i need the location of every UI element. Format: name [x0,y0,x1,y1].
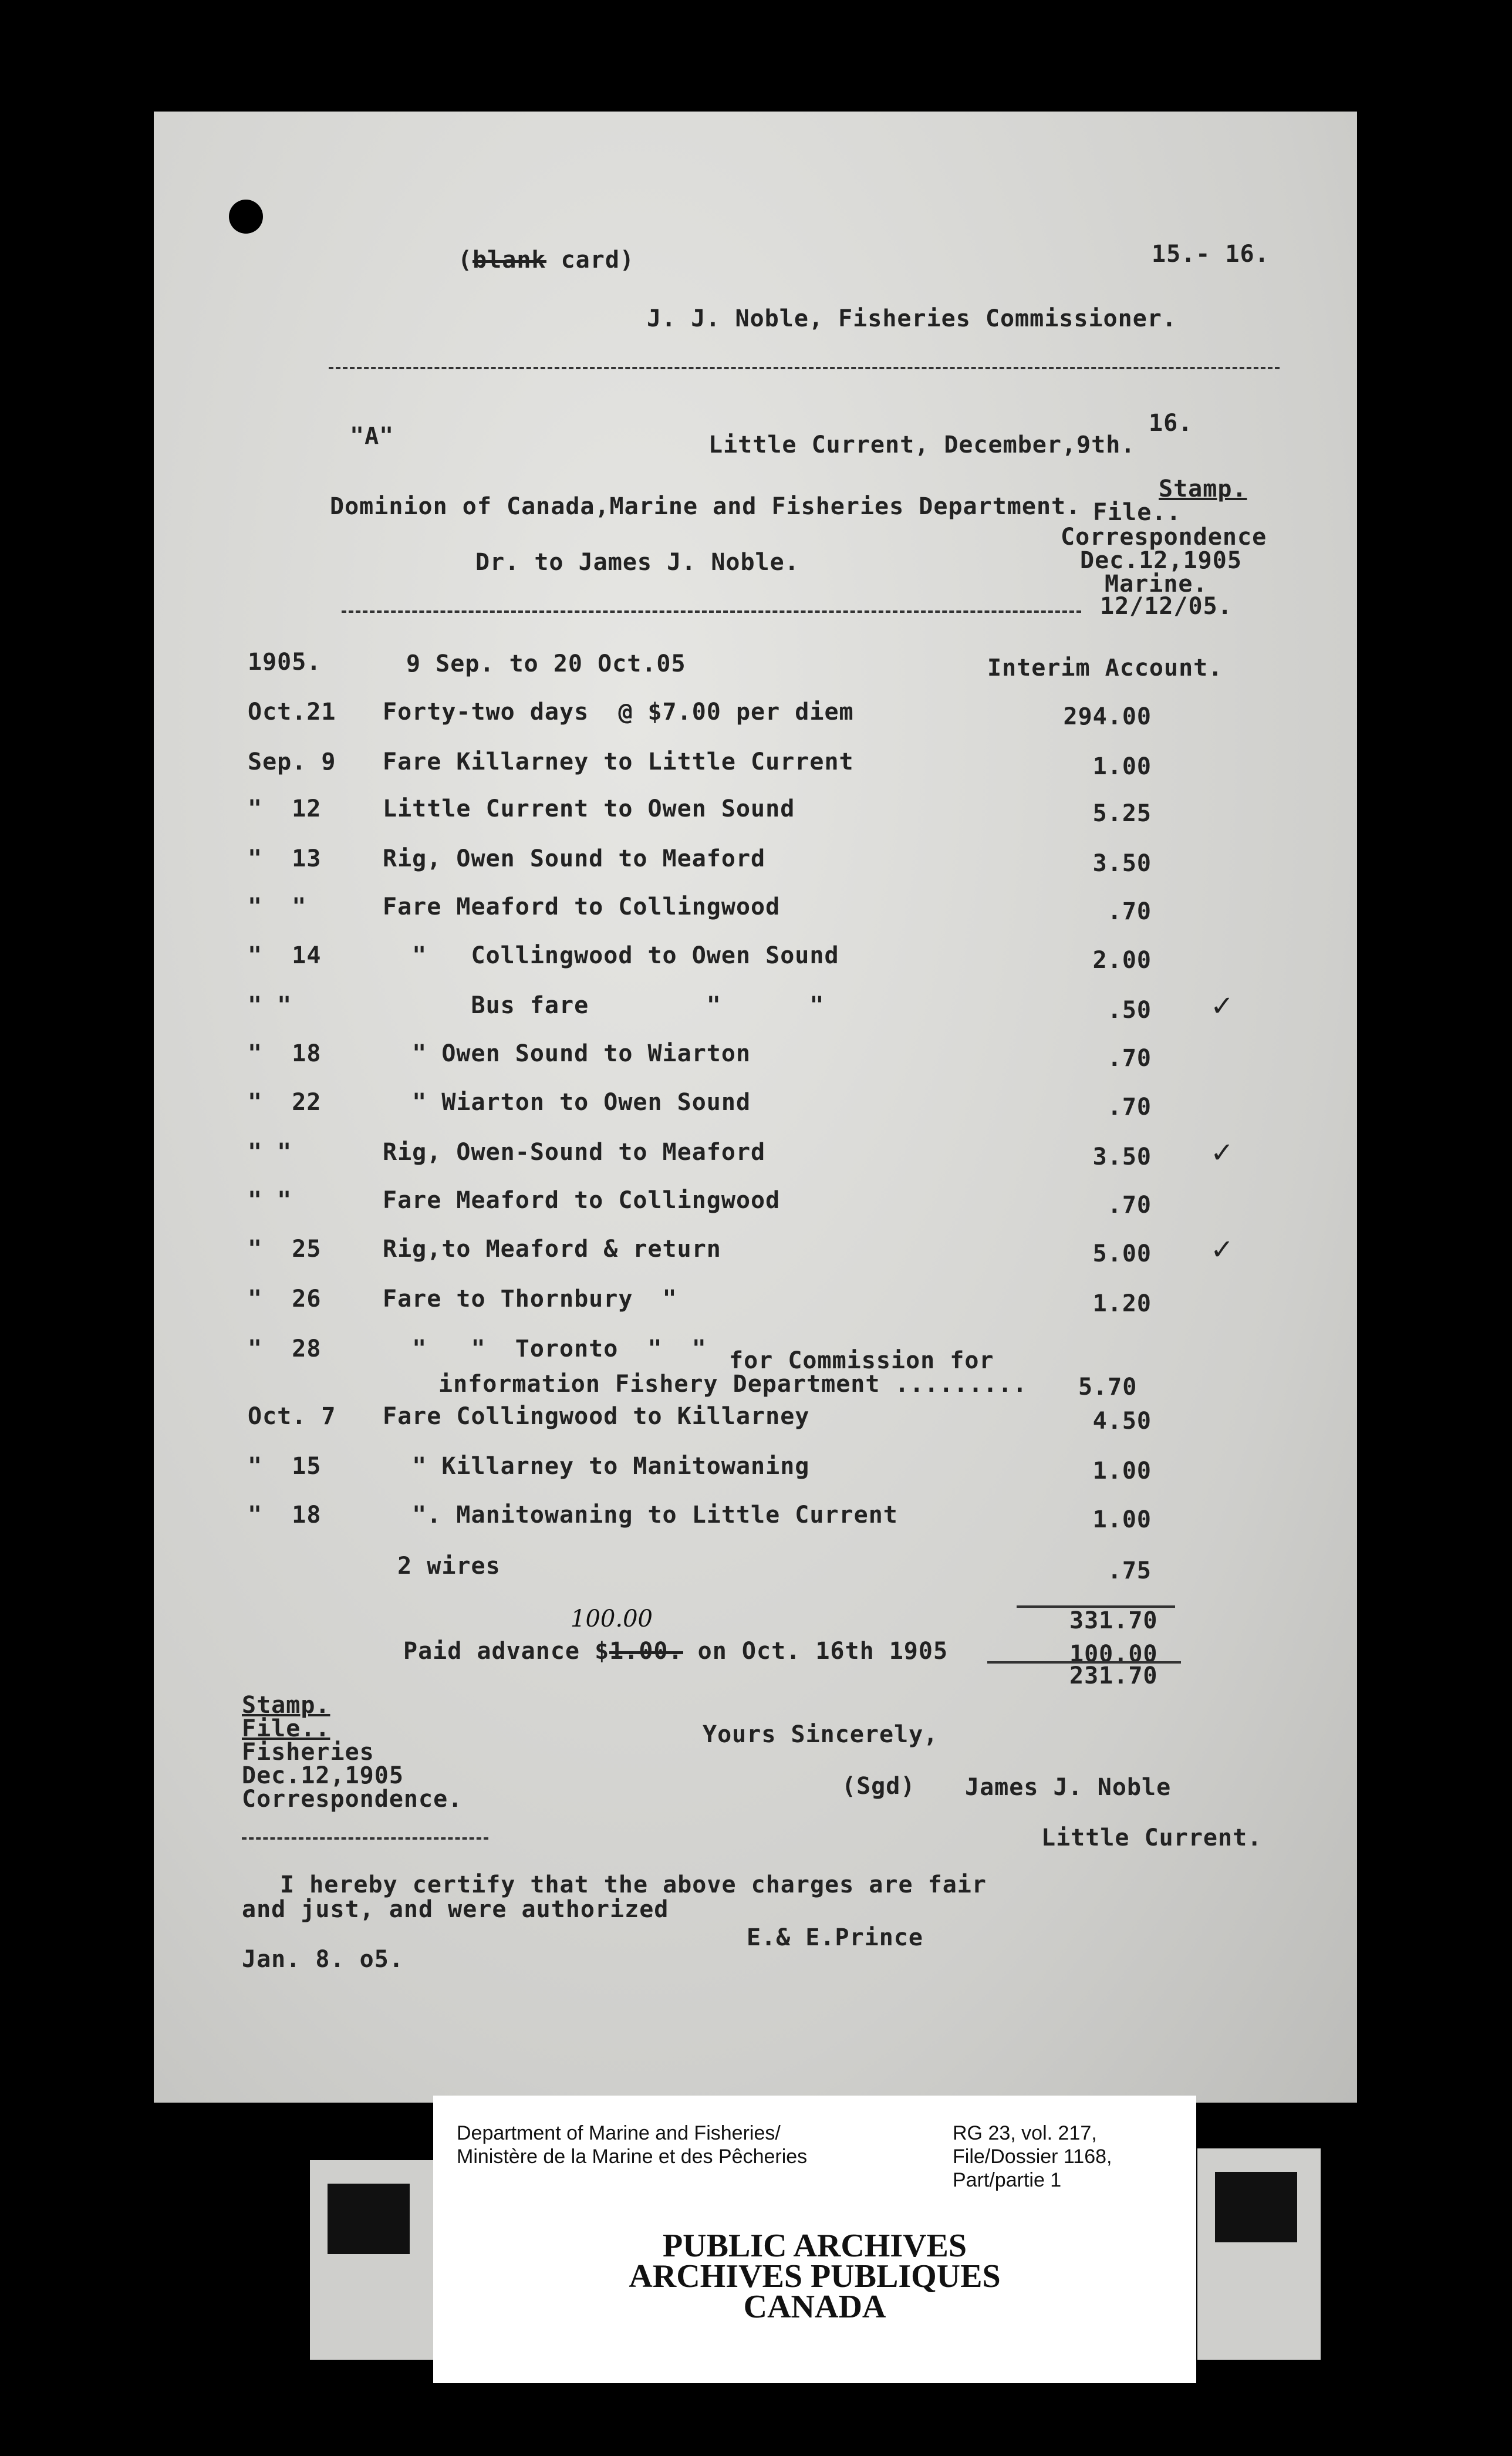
row-description: Rig,to Meaford & return [383,1236,721,1263]
stamp-line-4: Dec.12,1905 [1080,547,1242,574]
archive-ref-1: RG 23, vol. 217, [953,2122,1097,2144]
row-amount: 1.00 [1092,1506,1152,1533]
row-amount: .75 [1107,1557,1152,1584]
account-type-header: Interim Account. [987,655,1223,682]
punch-hole [229,200,263,234]
archive-name-fr: ARCHIVES PUBLIQUES [629,2258,1001,2295]
closing-stamp-5: Correspondence. [242,1786,463,1813]
check-mark-icon: ✓ [1210,1136,1234,1169]
certification-date: Jan. 8. o5. [242,1946,404,1973]
card-note: (blank card) [458,247,635,274]
certifier-name: E.& E.Prince [747,1924,923,1951]
row-date: " 28 [248,1335,322,1362]
row-date: " 14 [248,942,322,969]
stamp-line-2: File.. [1093,499,1182,526]
row-description: Rig, Owen Sound to Meaford [383,845,766,872]
row-description: " " Toronto " " [383,1335,707,1362]
row-description: " Killarney to Manitowaning [383,1453,810,1480]
signed-marker: (Sgd) [842,1773,916,1800]
row-amount: .70 [1107,1045,1152,1072]
row-description: 2 wires [383,1553,501,1580]
stamp-line-5: Marine. [1105,571,1208,598]
department-en: Department of Marine and Fisheries/ [457,2122,781,2144]
period-header: 9 Sep. to 20 Oct.05 [406,650,686,677]
row-date: Oct. 7 [248,1403,336,1430]
row-date: " 18 [248,1040,322,1067]
place-date: Little Current, December,9th. [708,431,1136,458]
closing-divider [242,1837,488,1840]
archive-label [433,2096,1196,2383]
row-28-cont-1: for Commission for [729,1347,994,1374]
advance-line: Paid advance $1.00. on Oct. 16th 1905 [403,1638,949,1665]
struck-word: blank [473,247,546,274]
row-amount: 5.25 [1092,800,1152,827]
department-fr: Ministère de la Marine et des Pêcheries [457,2145,808,2168]
advance-amount: 100.00 [1069,1641,1158,1668]
stamp-line-6: 12/12/05. [1100,593,1233,620]
balance-amount: 231.70 [1069,1662,1158,1689]
row-description: Forty-two days @ $7.00 per diem [383,699,854,726]
row-date: " 22 [248,1089,322,1116]
subtotal-amount: 331.70 [1069,1607,1158,1634]
document-title: J. J. Noble, Fisheries Commissioner. [647,305,1177,332]
year-header: 1905. [248,649,322,676]
valediction: Yours Sincerely, [703,1721,939,1748]
row-description: " Wiarton to Owen Sound [383,1089,751,1116]
row-amount: 3.50 [1092,1143,1152,1170]
archive-country: CANADA [743,2289,886,2325]
row-description: Fare Killarney to Little Current [383,748,854,775]
binder-clip-left [310,2160,433,2360]
reference-number: 15.- 16. [1152,241,1270,268]
closing-stamp-3: Fisheries [242,1739,374,1766]
header-divider [329,367,1280,369]
row-description: Bus fare " " [383,992,825,1019]
row-date: Oct.21 [248,699,336,726]
row-amount: .70 [1107,1192,1152,1219]
row-description: Fare Meaford to Collingwood [383,1187,781,1214]
row-date: Sep. 9 [248,748,336,775]
row-description: Fare to Thornbury " [383,1286,677,1313]
row-amount: 1.00 [1092,753,1152,780]
row-date: " 13 [248,845,322,872]
certification-line-2: and just, and were authorized [242,1896,669,1923]
row-date: " 18 [248,1502,322,1529]
row-date: " " [248,1139,292,1166]
row-amount: 4.50 [1092,1408,1152,1435]
row-description: ". Manitowaning to Little Current [383,1502,898,1529]
archive-ref-2: File/Dossier 1168, [953,2145,1112,2168]
row-amount: .50 [1107,997,1152,1024]
row-date: " 25 [248,1236,322,1263]
check-mark-icon: ✓ [1210,990,1234,1023]
date-superscript: 16. [1149,410,1193,437]
check-mark-icon: ✓ [1210,1233,1234,1266]
row-amount: 3.50 [1092,850,1152,877]
closing-stamp-2: File.. [242,1715,330,1742]
row-amount: 294.00 [1063,703,1152,730]
closing-stamp-1: Stamp. [242,1692,330,1719]
debtor-line: Dr. to James J. Noble. [475,549,799,576]
row-amount: .70 [1107,1094,1152,1121]
closing-stamp-4: Dec.12,1905 [242,1762,404,1789]
row-description: Little Current to Owen Sound [383,795,795,822]
row-description: Fare Collingwood to Killarney [383,1403,810,1430]
stamp-line-1: Stamp. [1159,475,1247,502]
row-amount: 2.00 [1092,947,1152,974]
row-date: " " [248,992,292,1019]
row-amount: 5.00 [1092,1240,1152,1267]
row-28-amount: 5.70 [1078,1374,1138,1401]
signer-name: James J. Noble [965,1774,1172,1801]
binder-clip-right [1197,2148,1321,2360]
archive-ref-3: Part/partie 1 [953,2169,1062,2191]
advance-handwritten: 100.00 [571,1605,653,1632]
addressee: Dominion of Canada,Marine and Fisheries Department. [330,493,1081,520]
row-description: " Owen Sound to Wiarton [383,1040,751,1067]
row-description: Rig, Owen-Sound to Meaford [383,1139,766,1166]
row-28-cont-2: information Fishery Department ......... [438,1371,1028,1398]
row-description: Fare Meaford to Collingwood [383,893,781,920]
row-amount: 1.00 [1092,1458,1152,1485]
row-description: " Collingwood to Owen Sound [383,942,839,969]
row-date: " 15 [248,1453,322,1480]
account-divider [342,610,1081,613]
row-date: " 12 [248,795,322,822]
certification-line-1: I hereby certify that the above charges are fair [280,1871,987,1898]
row-amount: 1.20 [1092,1290,1152,1317]
row-amount: .70 [1107,898,1152,925]
signer-place: Little Current. [1041,1824,1263,1851]
marker-a: "A" [350,423,394,450]
row-date: " 26 [248,1286,322,1313]
document-page [154,112,1357,2103]
row-date: " " [248,893,307,920]
stamp-line-3: Correspondence [1061,524,1267,551]
row-date: " " [248,1187,292,1214]
archive-name-en: PUBLIC ARCHIVES [662,2228,967,2264]
